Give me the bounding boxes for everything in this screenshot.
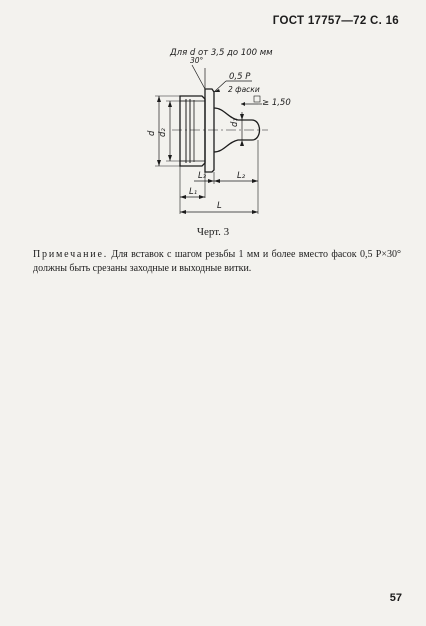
arrow-head [180,210,186,214]
chamfer-label: 0,5 P [229,72,251,82]
arrow-head [180,195,186,199]
ratio-label: ≥ 1,50 [262,98,291,108]
note-text: Для вставок с шагом резьбы 1 мм и более вместо фасок 0,5 P×30° должны быть срезаны заходные и выходные витки. [33,249,401,274]
figure-caption: Черт. 3 [196,226,230,238]
arrow-head [157,160,161,166]
arrow-head [214,179,220,183]
arrow-head [241,102,245,106]
label-d2: d₂ [158,128,168,137]
neck-outline [214,140,252,152]
arrow-head [168,101,172,107]
page-number: 57 [389,592,402,604]
standard-header: ГОСТ 17757—72 С. 16 [272,15,399,27]
label-l1: L₁ [189,187,198,197]
range-note: Для d от 3,5 до 100 мм [170,48,273,58]
label-l2: L₂ [237,171,246,181]
note-label: Примечание. [33,249,109,260]
flange-outline [205,89,214,172]
angle-label: 30° [190,56,204,65]
arrow-head [240,140,244,146]
note-paragraph [33,248,401,276]
label-d: d [147,130,157,136]
threaded-head-outline [180,96,205,166]
technical-drawing [0,0,426,230]
ratio-symbol [254,96,260,102]
arrow-head [208,179,214,183]
arrow-head [199,195,205,199]
chamfer-sub-label: 2 фаски [228,85,260,94]
label-l3: L₃ [198,171,207,181]
chamfer-leader [214,81,226,92]
arrow-head [252,210,258,214]
angle-leader [192,65,205,89]
label-d1: d₁ [230,118,240,127]
arrow-head [240,114,244,120]
arrow-head [168,155,172,161]
arrow-head [157,96,161,102]
arrow-head [252,179,258,183]
label-l: L [217,201,222,211]
